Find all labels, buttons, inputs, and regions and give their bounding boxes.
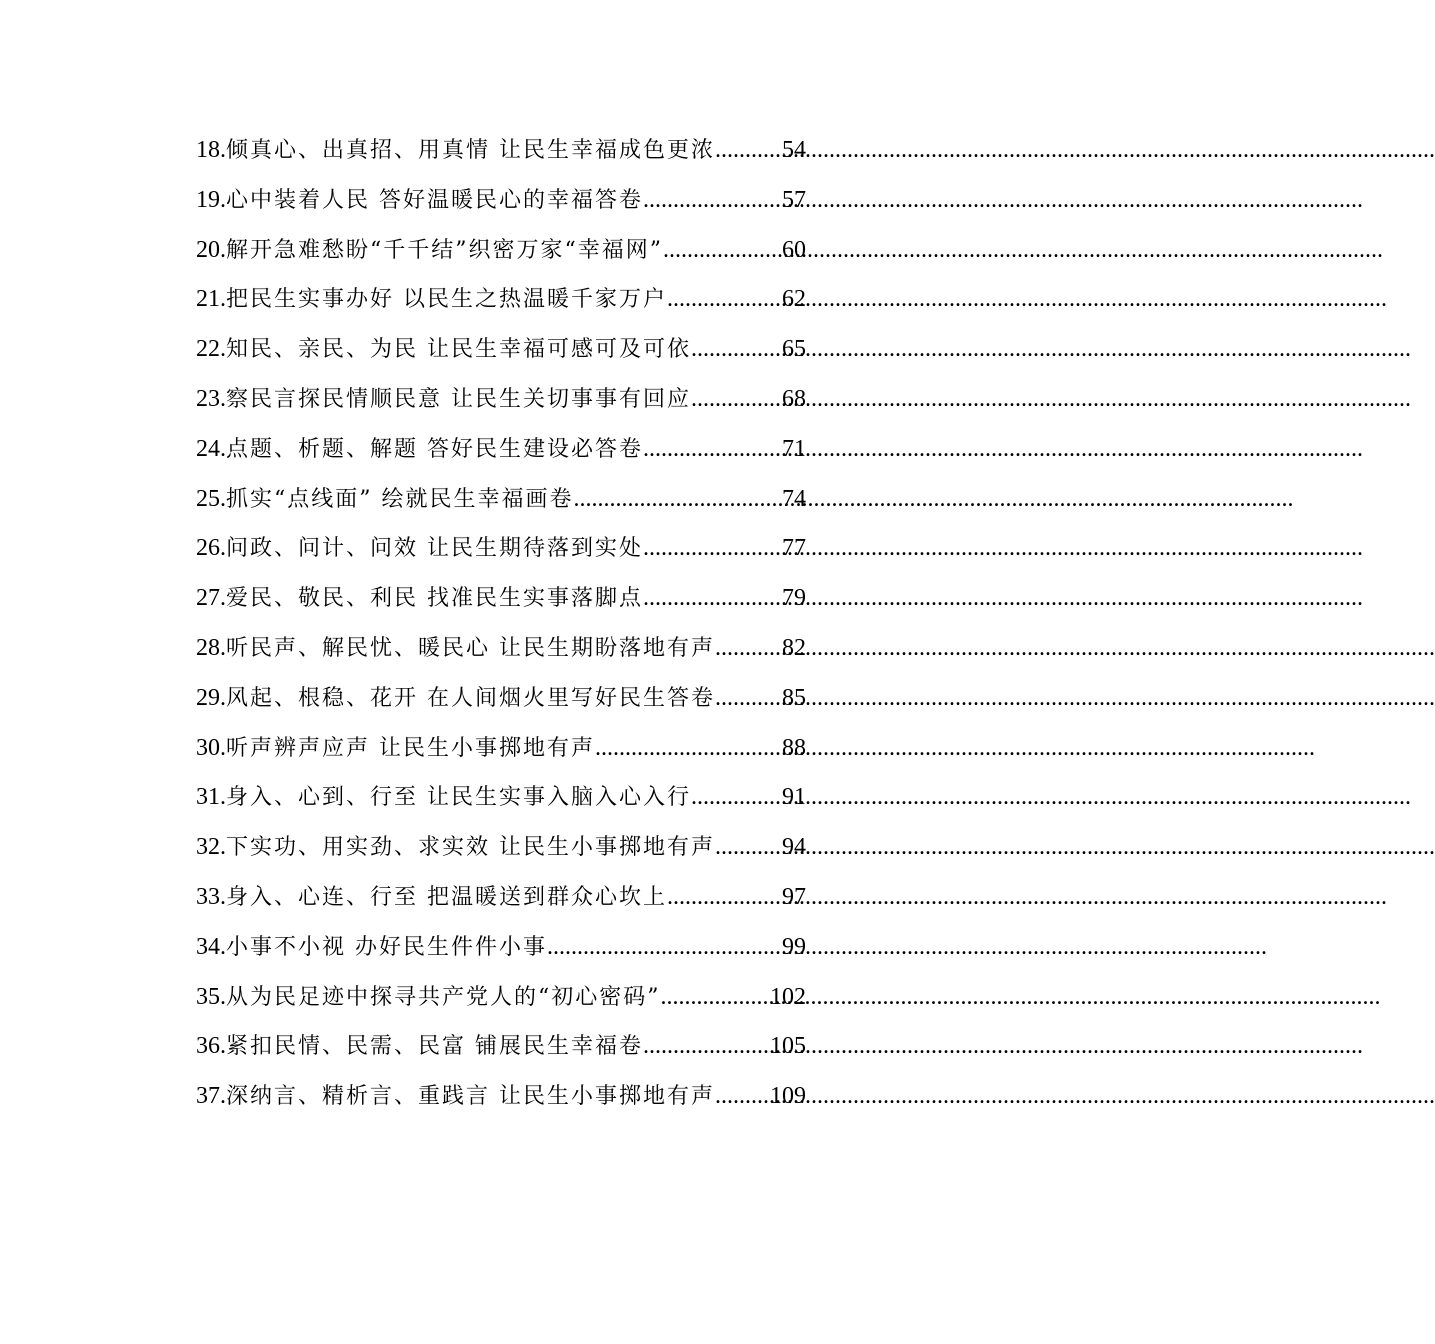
entry-number: 26. xyxy=(196,535,226,562)
entry-title: 解开急难愁盼“千千结”织密万家“幸福网” xyxy=(226,237,663,263)
entry-page-number: 62 xyxy=(782,286,806,313)
entry-page-number: 109 xyxy=(770,1083,806,1110)
toc-entry[interactable] xyxy=(196,226,806,276)
entry-number: 18. xyxy=(196,137,226,163)
entry-number: 24. xyxy=(196,435,226,462)
dot-leader xyxy=(691,375,782,425)
entry-title: 小事不小视 办好民生件件小事 xyxy=(226,934,547,960)
toc-entry[interactable] xyxy=(196,724,806,774)
entry-title: 问政、问计、问效 让民生期待落到实处 xyxy=(226,536,643,562)
dot-leader xyxy=(715,1072,770,1122)
dot-leader xyxy=(667,873,782,923)
entry-page-number: 94 xyxy=(782,834,806,861)
toc-entry[interactable] xyxy=(196,176,806,226)
entry-page-number: 77 xyxy=(782,535,806,562)
entry-number: 19. xyxy=(196,186,226,213)
entry-title: 从为民足迹中探寻共产党人的“初心密码” xyxy=(226,984,661,1010)
entry-page-number: 65 xyxy=(782,336,806,363)
entry-page-number: 74 xyxy=(782,485,806,512)
entry-page-number: 60 xyxy=(782,236,806,263)
toc-entry[interactable] xyxy=(196,325,806,375)
entry-title: 爱民、敬民、利民 找准民生实事落脚点 xyxy=(226,586,643,612)
toc-entry[interactable] xyxy=(196,425,806,475)
entry-title: 身入、心连、行至 把温暖送到群众心坎上 xyxy=(226,884,667,910)
entry-number: 33. xyxy=(196,883,226,910)
dot-leader xyxy=(691,773,782,823)
toc-entry[interactable] xyxy=(196,823,806,873)
entry-title: 抓实“点线面” 绘就民生幸福画卷 xyxy=(226,486,574,512)
entry-title: 听声辨声应声 让民生小事掷地有声 xyxy=(226,735,595,761)
entry-page-number: 85 xyxy=(782,684,806,711)
dot-leader xyxy=(574,475,783,525)
entry-title: 深纳言、精析言、重践言 让民生小事掷地有声 xyxy=(226,1084,715,1110)
entry-page-number: 97 xyxy=(782,883,806,910)
toc-entry[interactable] xyxy=(196,973,806,1023)
entry-title: 知民、亲民、为民 让民生幸福可感可及可依 xyxy=(226,337,691,363)
entry-title: 下实功、用实劲、求实效 让民生小事掷地有声 xyxy=(226,835,715,861)
entry-title: 把民生实事办好 以民生之热温暖千家万户 xyxy=(226,287,667,313)
dot-leader xyxy=(715,674,782,724)
entry-title: 听民声、解民忧、暖民心 让民生期盼落地有声 xyxy=(226,635,715,661)
dot-leader xyxy=(715,823,782,873)
entry-number: 23. xyxy=(196,385,226,412)
toc-entry[interactable] xyxy=(196,624,806,674)
toc-entry[interactable] xyxy=(196,475,806,525)
entry-title: 身入、心到、行至 让民生实事入脑入心入行 xyxy=(226,785,691,811)
entry-number: 20. xyxy=(196,236,226,263)
dot-leader xyxy=(663,226,782,276)
toc-entry[interactable] xyxy=(196,773,806,823)
table-of-contents xyxy=(196,126,806,1122)
entry-number: 27. xyxy=(196,585,226,612)
dot-leader xyxy=(667,275,782,325)
entry-page-number: 68 xyxy=(782,385,806,412)
entry-title: 察民言探民情顺民意 让民生关切事事有回应 xyxy=(226,386,691,412)
toc-entry[interactable] xyxy=(196,1022,806,1072)
dot-leader xyxy=(643,425,782,475)
entry-title: 风起、根稳、花开 在人间烟火里写好民生答卷 xyxy=(226,685,715,711)
entry-title: 心中装着人民 答好温暖民心的幸福答卷 xyxy=(226,187,643,213)
dot-leader xyxy=(643,1022,770,1072)
entry-number: 31. xyxy=(196,784,226,811)
toc-entry[interactable] xyxy=(196,126,806,176)
toc-entry[interactable] xyxy=(196,375,806,425)
entry-page-number: 105 xyxy=(770,1033,806,1060)
dot-leader xyxy=(715,126,782,176)
entry-page-number: 57 xyxy=(782,186,806,213)
toc-entry[interactable] xyxy=(196,1072,806,1122)
dot-leader xyxy=(643,574,782,624)
dot-leader xyxy=(595,724,782,774)
entry-number: 32. xyxy=(196,834,226,861)
dot-leader xyxy=(643,176,782,226)
entry-page-number: 102 xyxy=(770,983,806,1010)
entry-number: 22. xyxy=(196,336,226,363)
entry-title: 倾真心、出真招、用真情 让民生幸福成色更浓 xyxy=(226,138,715,163)
dot-leader xyxy=(691,325,782,375)
toc-entry[interactable] xyxy=(196,524,806,574)
entry-number: 34. xyxy=(196,933,226,960)
dot-leader xyxy=(643,524,782,574)
dot-leader xyxy=(715,624,782,674)
dot-leader xyxy=(547,923,782,973)
entry-number: 21. xyxy=(196,286,226,313)
entry-page-number: 71 xyxy=(782,435,806,462)
entry-number: 36. xyxy=(196,1033,226,1060)
dot-leader xyxy=(661,973,771,1023)
entry-page-number: 88 xyxy=(782,734,806,761)
entry-page-number: 99 xyxy=(782,933,806,960)
entry-page-number: 79 xyxy=(782,585,806,612)
entry-page-number: 54 xyxy=(782,137,806,163)
toc-entry[interactable] xyxy=(196,674,806,724)
entry-number: 30. xyxy=(196,734,226,761)
toc-entry[interactable] xyxy=(196,275,806,325)
entry-number: 37. xyxy=(196,1083,226,1110)
entry-page-number: 82 xyxy=(782,634,806,661)
entry-number: 25. xyxy=(196,485,226,512)
entry-title: 紧扣民情、民需、民富 铺展民生幸福卷 xyxy=(226,1034,643,1060)
entry-title: 点题、析题、解题 答好民生建设必答卷 xyxy=(226,436,643,462)
entry-page-number: 91 xyxy=(782,784,806,811)
entry-number: 29. xyxy=(196,684,226,711)
toc-entry[interactable] xyxy=(196,873,806,923)
toc-entry[interactable] xyxy=(196,574,806,624)
entry-number: 35. xyxy=(196,983,226,1010)
entry-number: 28. xyxy=(196,634,226,661)
toc-entry[interactable] xyxy=(196,923,806,973)
